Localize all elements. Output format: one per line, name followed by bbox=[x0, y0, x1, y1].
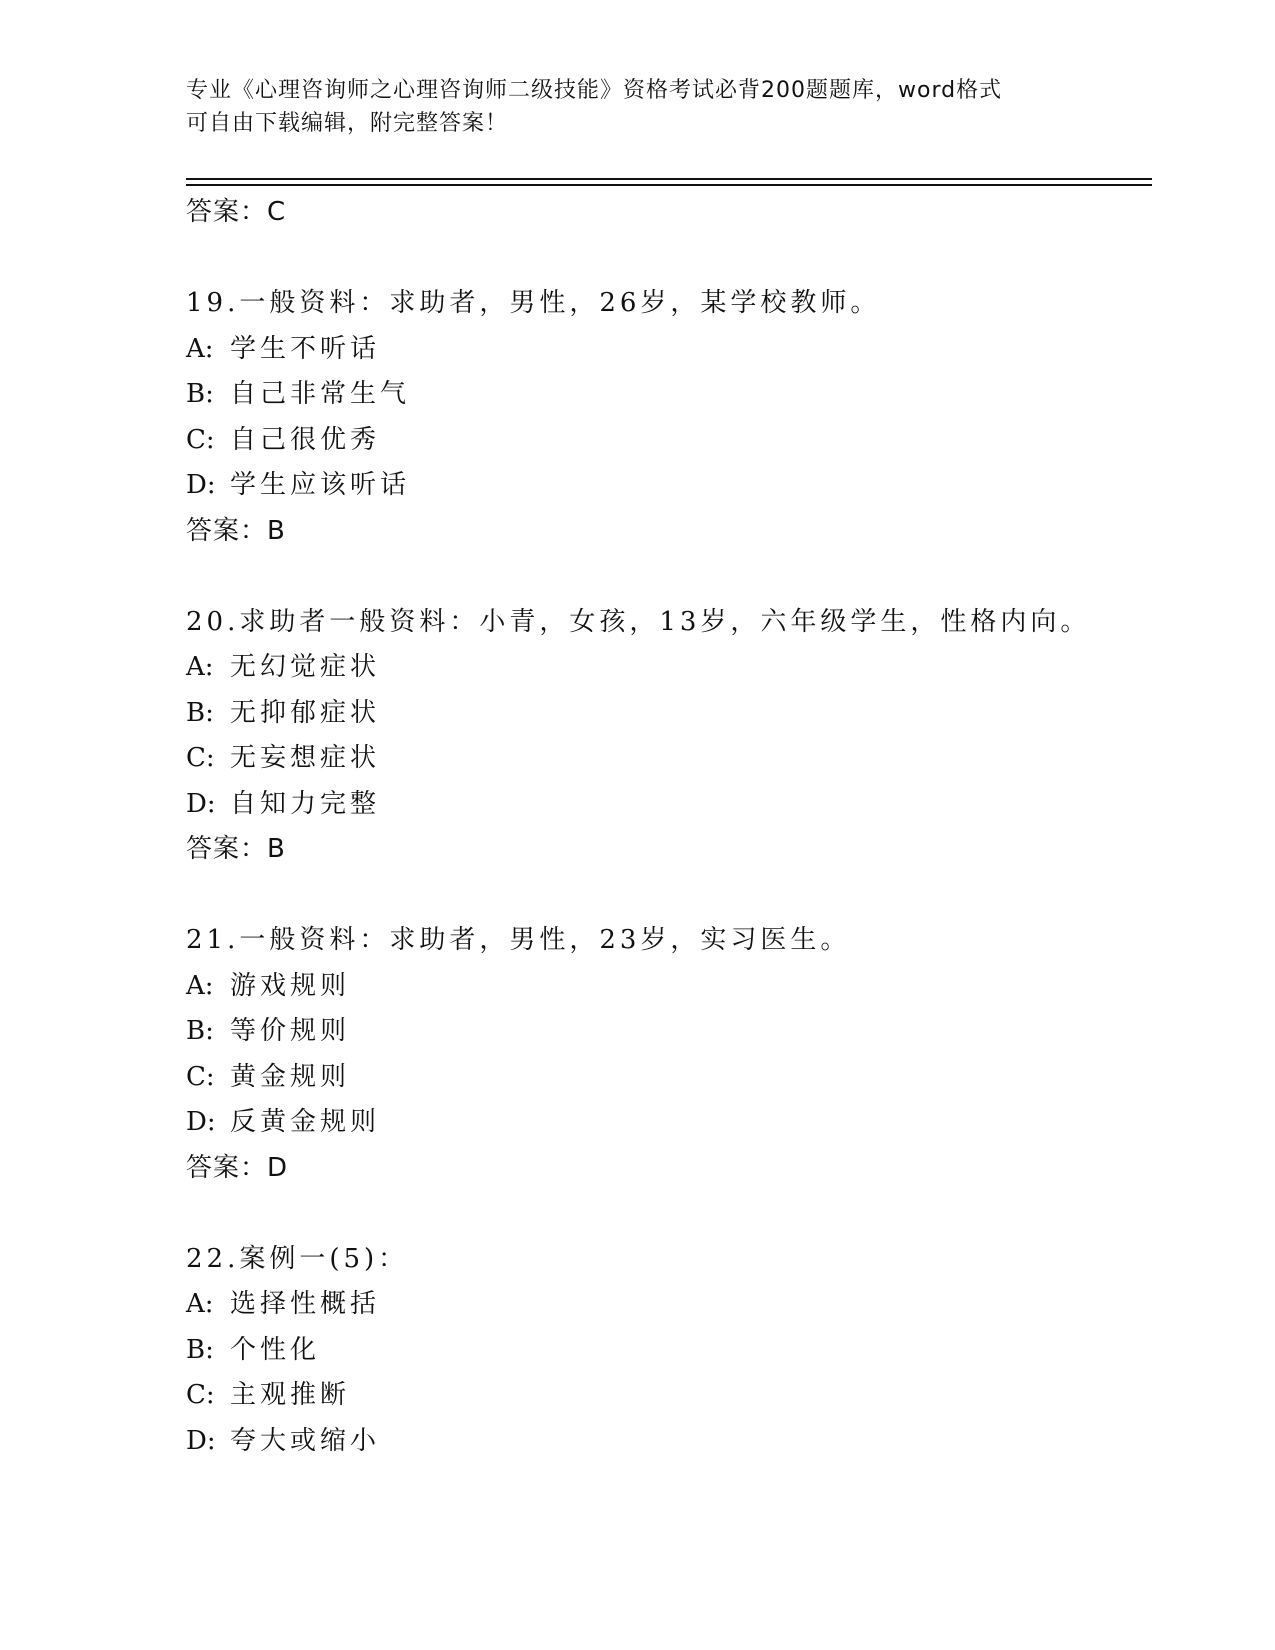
question-text: 22.案例一(5)： bbox=[186, 1243, 409, 1274]
option-line bbox=[186, 1328, 1146, 1374]
option-text: 反黄金规则 bbox=[230, 1107, 381, 1137]
option-line bbox=[186, 691, 1146, 737]
spacer bbox=[186, 554, 1146, 600]
option-key: A: bbox=[186, 652, 214, 682]
option-line bbox=[186, 327, 1146, 373]
option-line bbox=[186, 1009, 1146, 1055]
answer-line: 答案：D bbox=[186, 1152, 289, 1183]
option-key: C: bbox=[186, 1061, 215, 1092]
option-line bbox=[186, 1282, 1146, 1328]
option-text: 等价规则 bbox=[230, 1016, 351, 1046]
option-text: 自己很优秀 bbox=[230, 424, 381, 455]
question-text: 20.求助者一般资料：小青，女孩，13岁，六年级学生，性格内向。 bbox=[186, 606, 1091, 637]
option-key: B: bbox=[186, 379, 214, 409]
spacer bbox=[186, 873, 1146, 919]
option-key: A: bbox=[186, 333, 214, 364]
option-line bbox=[186, 782, 1146, 828]
question-text: 21.一般资料：求助者，男性，23岁，实习医生。 bbox=[186, 925, 851, 955]
answer-line: 答案：B bbox=[186, 834, 286, 864]
option-key: A: bbox=[186, 1289, 214, 1319]
option-text: 自己非常生气 bbox=[230, 379, 411, 409]
option-text: 游戏规则 bbox=[230, 970, 351, 1001]
option-text: 黄金规则 bbox=[230, 1061, 351, 1092]
option-text: 学生不听话 bbox=[230, 333, 381, 364]
answer-line: 答案：B bbox=[186, 515, 286, 546]
option-line bbox=[186, 372, 1146, 418]
option-line bbox=[186, 418, 1146, 464]
option-text: 无妄想症状 bbox=[230, 743, 381, 773]
option-text: 自知力完整 bbox=[230, 788, 381, 819]
option-text: 无幻觉症状 bbox=[230, 652, 381, 682]
option-text: 选择性概括 bbox=[230, 1289, 381, 1319]
option-key: D: bbox=[186, 1425, 216, 1456]
option-key: B: bbox=[186, 697, 214, 728]
header-line-1: 专业《心理咨询师之心理咨询师二级技能》资格考试必背200题题库，word格式 bbox=[186, 78, 1003, 103]
option-line bbox=[186, 1419, 1146, 1465]
option-key: D: bbox=[186, 1107, 216, 1137]
option-line bbox=[186, 736, 1146, 782]
header-rule-bottom bbox=[186, 184, 1152, 186]
option-text: 夸大或缩小 bbox=[230, 1425, 381, 1456]
option-line bbox=[186, 645, 1146, 691]
option-key: B: bbox=[186, 1016, 214, 1046]
document-header bbox=[186, 74, 1086, 140]
option-line bbox=[186, 1055, 1146, 1101]
spacer bbox=[186, 236, 1146, 282]
option-line bbox=[186, 1100, 1146, 1146]
option-key: C: bbox=[186, 1380, 215, 1410]
spacer bbox=[186, 1191, 1146, 1237]
document-content bbox=[186, 190, 1146, 1464]
option-key: D: bbox=[186, 788, 216, 819]
option-key: C: bbox=[186, 743, 215, 773]
answer-line: 答案：C bbox=[186, 197, 287, 227]
header-line-2: 可自由下载编辑，附完整答案！ bbox=[186, 111, 509, 136]
option-key: B: bbox=[186, 1334, 214, 1365]
option-text: 学生应该听话 bbox=[230, 470, 411, 500]
option-line bbox=[186, 1373, 1146, 1419]
option-key: C: bbox=[186, 424, 215, 455]
option-key: A: bbox=[186, 970, 214, 1001]
option-text: 个性化 bbox=[230, 1334, 321, 1365]
question-text: 19.一般资料：求助者，男性，26岁，某学校教师。 bbox=[186, 288, 881, 318]
option-line bbox=[186, 463, 1146, 509]
option-text: 无抑郁症状 bbox=[230, 697, 381, 728]
header-rule-top bbox=[186, 178, 1152, 180]
option-key: D: bbox=[186, 470, 216, 500]
option-line bbox=[186, 964, 1146, 1010]
option-text: 主观推断 bbox=[230, 1380, 351, 1410]
